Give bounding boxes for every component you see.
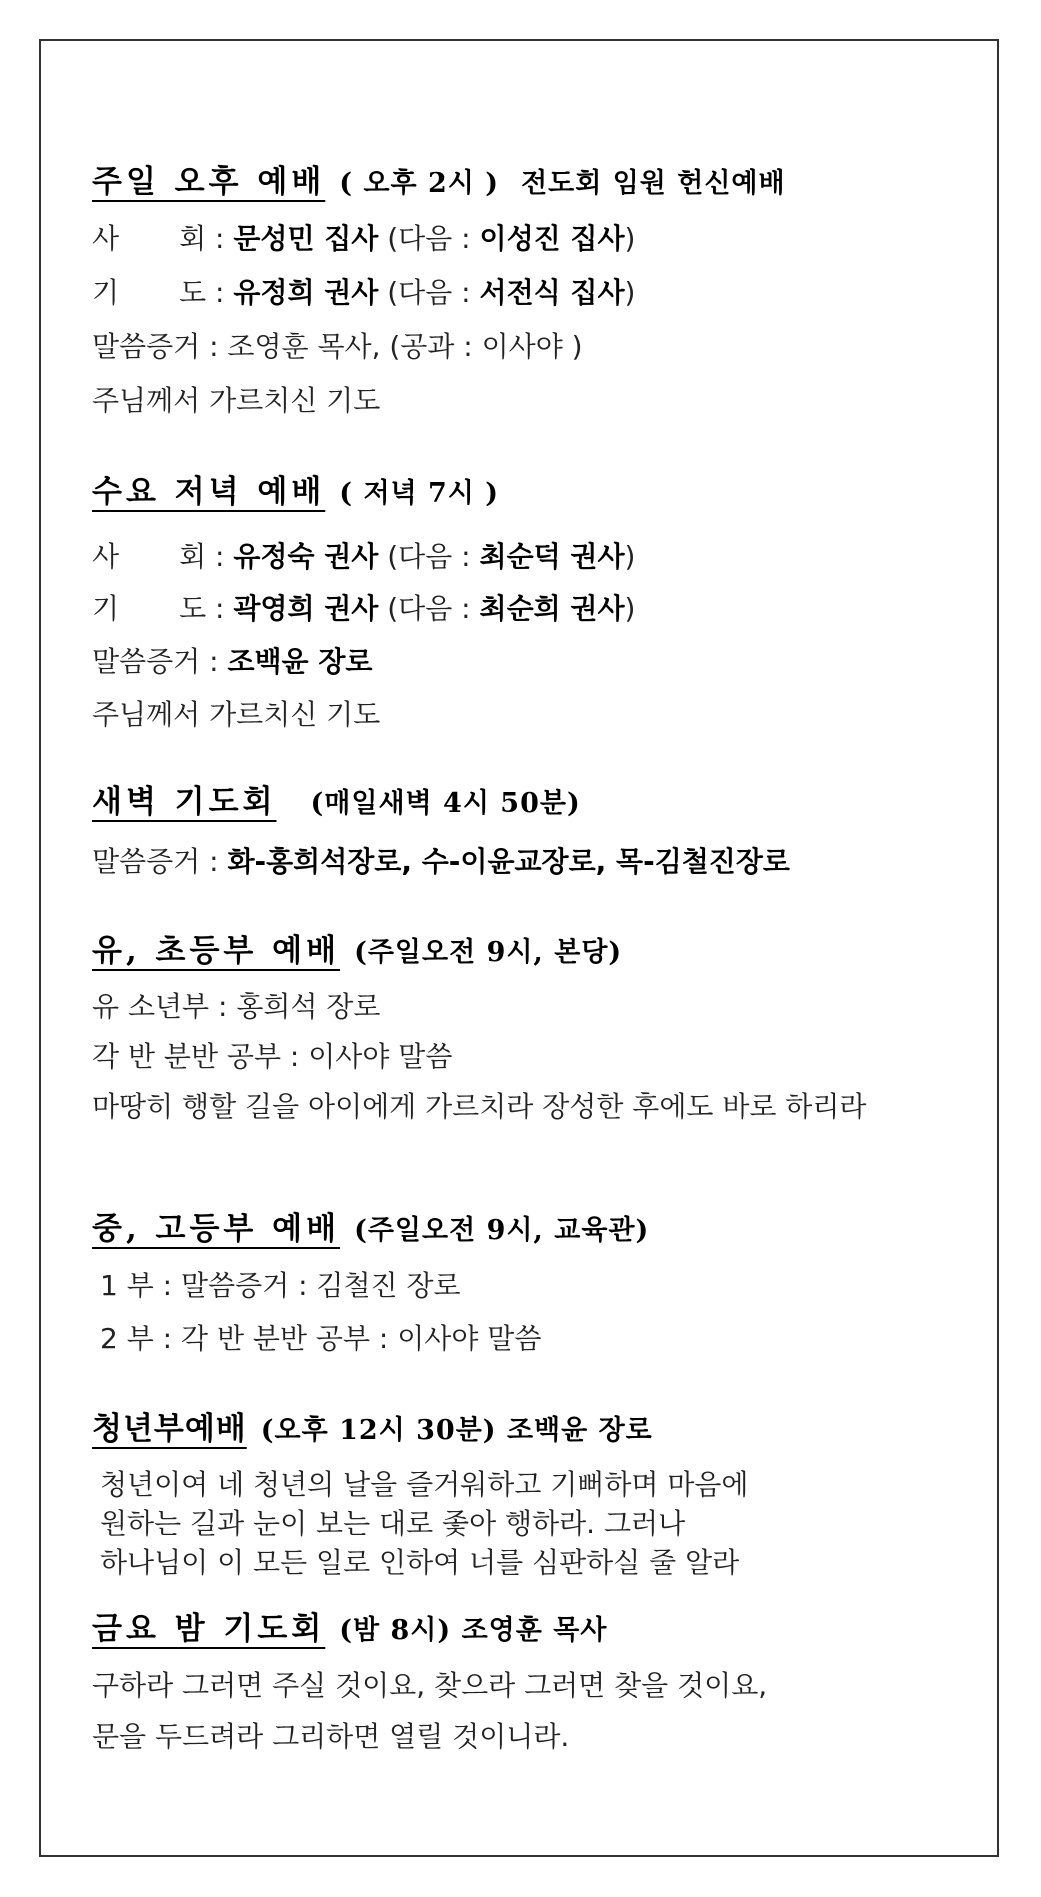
paren-close: ) <box>624 592 636 625</box>
section-title: 주일 오후 예배 <box>92 164 326 200</box>
section-time: (주일오전 9시, 교육관) <box>354 1215 650 1246</box>
line-leader: 유 소년부 : 홍희석 장로 <box>92 990 381 1023</box>
line-verse-1: 청년이여 네 청년의 날을 즐거워하고 기뻐하며 마음에 <box>100 1468 749 1501</box>
section-heading-middle-high <box>92 1210 649 1250</box>
line-prayer-text: 주님께서 가르치신 기도 <box>92 384 381 417</box>
paren-close: ) <box>624 276 636 309</box>
section-title: 새벽 기도회 <box>92 784 277 820</box>
label-part: 기 <box>92 592 120 625</box>
section-title: 수요 저녁 예배 <box>92 474 326 510</box>
next-label: (다음 : <box>378 540 480 573</box>
section-title: 청년부예배 <box>92 1411 247 1447</box>
label-part: 도 : <box>179 276 234 309</box>
section-heading-friday <box>92 1610 607 1650</box>
line-prayer-text: 주님께서 가르치신 기도 <box>92 698 381 731</box>
section-time: (매일새벽 4시 50분) <box>310 788 581 819</box>
person-name: 곽영희 권사 <box>233 592 379 625</box>
line-study: 각 반 분반 공부 : 이사야 말씀 <box>92 1040 453 1073</box>
section-heading-sunday-pm <box>92 163 786 203</box>
section-heading-youth <box>92 1410 653 1450</box>
label-part: 말씀증거 : <box>92 645 228 678</box>
line-host <box>92 222 635 256</box>
person-name: 최순희 권사 <box>479 592 625 625</box>
paren-close: ) <box>624 222 636 255</box>
label-part: 기 <box>92 276 120 309</box>
section-title: 중, 고등부 예배 <box>92 1211 341 1247</box>
person-name: 이성진 집사 <box>479 222 625 255</box>
paren-close: ) <box>624 540 636 573</box>
person-name: 유정숙 권사 <box>233 540 379 573</box>
section-time: ( 오후 2시 ) <box>339 168 500 199</box>
person-name: 최순덕 권사 <box>479 540 625 573</box>
section-title: 유, 초등부 예배 <box>92 933 341 969</box>
person-name: 유정희 권사 <box>233 276 379 309</box>
line-verse-2: 문을 두드려라 그리하면 열릴 것이니라. <box>92 1720 570 1753</box>
section-time: (주일오전 9시, 본당) <box>354 937 623 968</box>
line-verse: 마땅히 행할 길을 아이에게 가르치라 장성한 후에도 바로 하리라 <box>92 1090 867 1123</box>
section-title: 금요 밤 기도회 <box>92 1611 326 1647</box>
section-time: (밤 8시) 조영훈 목사 <box>339 1615 608 1646</box>
section-time: (오후 12시 30분) 조백윤 장로 <box>260 1415 653 1446</box>
section-extra: 전도회 임원 헌신예배 <box>521 168 786 199</box>
next-label: (다음 : <box>378 222 480 255</box>
line-sermon <box>92 845 790 879</box>
label-part: 회 : <box>179 540 234 573</box>
label-part: 회 : <box>179 222 234 255</box>
line-verse-3: 하나님이 이 모든 일로 인하여 너를 심판하실 줄 알라 <box>100 1546 740 1579</box>
line-prayer <box>92 592 635 626</box>
line-verse-2: 원하는 길과 눈이 보는 대로 좇아 행하라. 그러나 <box>100 1507 686 1540</box>
person-name: 서전식 집사 <box>479 276 625 309</box>
label-part: 말씀증거 : <box>92 845 228 878</box>
line-part-2: 2 부 : 각 반 분반 공부 : 이사야 말씀 <box>100 1322 542 1355</box>
label-part: 사 <box>92 222 120 255</box>
next-label: (다음 : <box>378 276 480 309</box>
line-sermon: 말씀증거 : 조영훈 목사, (공과 : 이사야 ) <box>92 330 583 363</box>
label-part: 도 : <box>179 592 234 625</box>
line-part-1: 1 부 : 말씀증거 : 김철진 장로 <box>100 1269 461 1302</box>
line-sermon <box>92 645 372 679</box>
section-heading-dawn <box>92 783 581 823</box>
line-verse-1: 구하라 그러면 주실 것이요, 찾으라 그러면 찾을 것이요, <box>92 1669 768 1702</box>
section-time: ( 저녁 7시 ) <box>339 478 500 509</box>
line-host <box>92 540 635 574</box>
label-part: 사 <box>92 540 120 573</box>
sermon-schedule: 화-홍희석장로, 수-이윤교장로, 목-김철진장로 <box>227 845 790 878</box>
person-name: 조백윤 장로 <box>227 645 373 678</box>
section-heading-wed-pm <box>92 473 499 513</box>
section-heading-elementary <box>92 932 622 972</box>
next-label: (다음 : <box>378 592 480 625</box>
person-name: 문성민 집사 <box>233 222 379 255</box>
line-prayer <box>92 276 635 310</box>
